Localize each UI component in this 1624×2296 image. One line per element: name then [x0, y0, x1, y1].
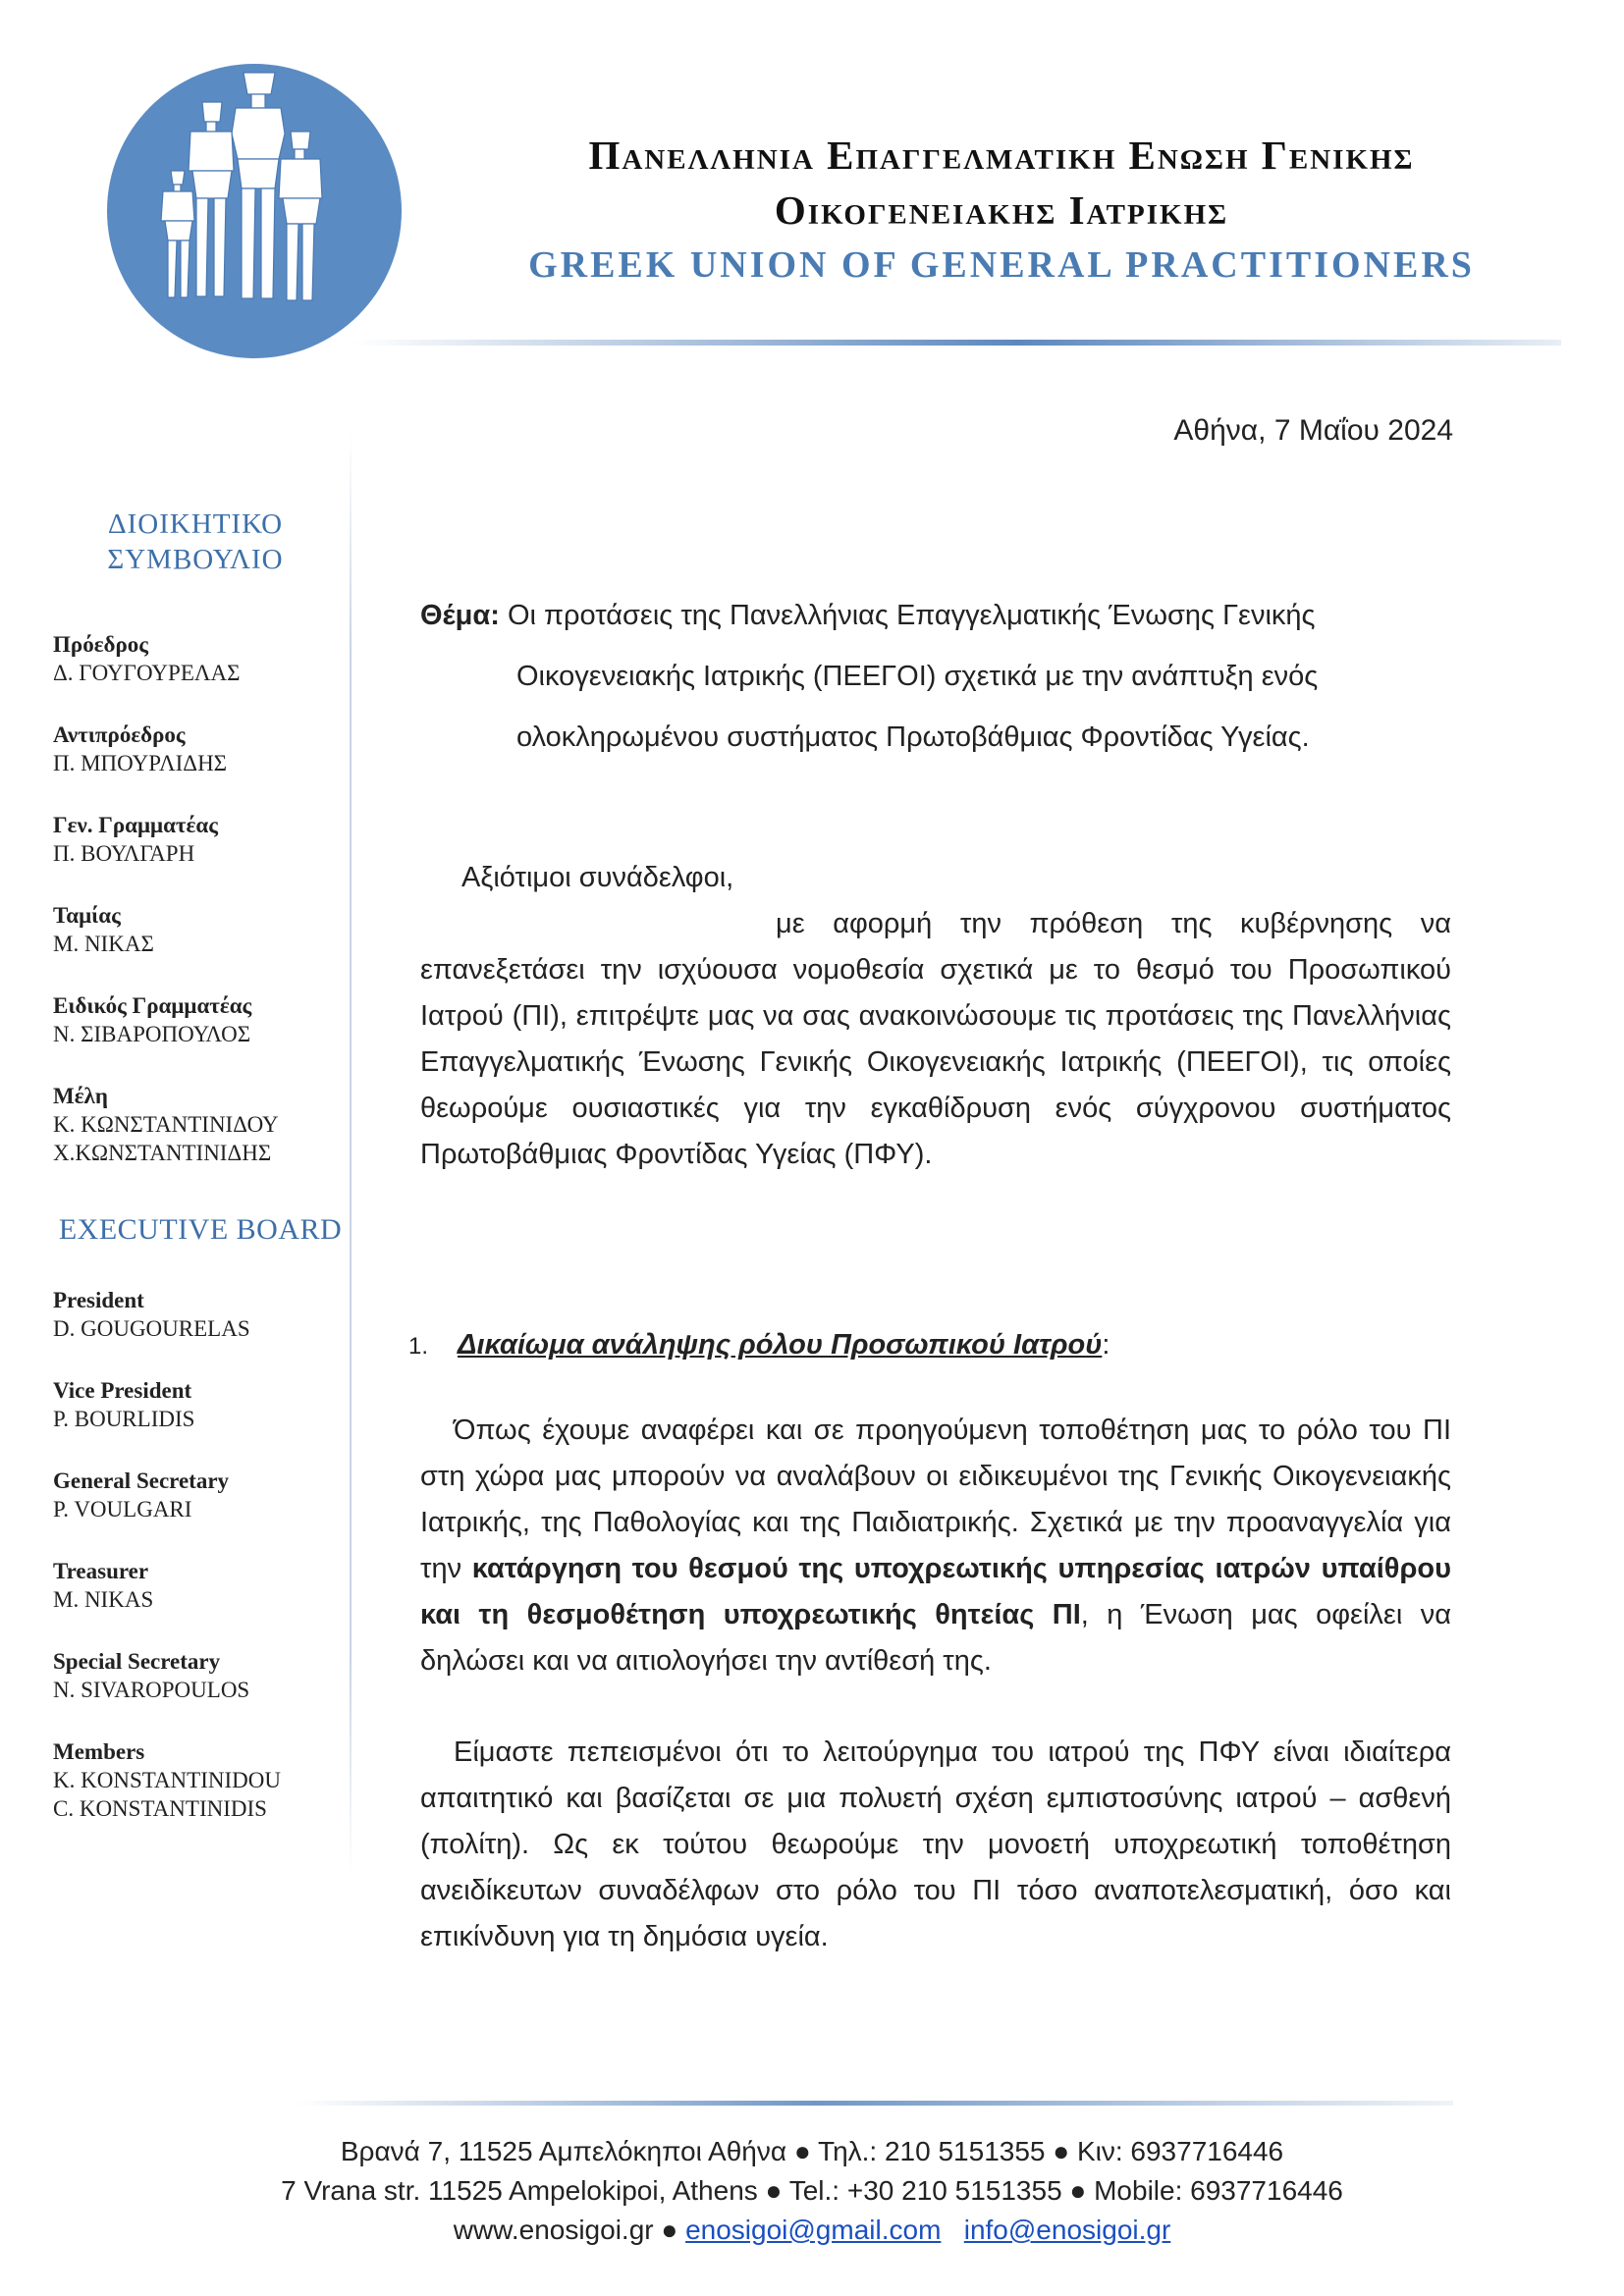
footer-email-link-2[interactable]: info@enosigoi.gr [963, 2215, 1171, 2245]
organization-name-english: GREEK UNION OF GENERAL PRACTITIONERS [528, 244, 1475, 286]
member-role: Γεν. Γραμματέας [53, 813, 218, 837]
section1-paragraph1 [420, 1408, 1451, 1684]
subject-line3: ολοκληρωμένου συστήματος Πρωτοβάθμιας Φροντίδας Υγείας. [516, 721, 1310, 753]
footer-address-english: 7 Vrana str. 11525 Ampelokipoi, Athens ● Tel.: +30 210 5151355 ● Mobile: 6937716446 [281, 2175, 1343, 2206]
member-role: Πρόεδρος [53, 632, 148, 657]
board-member-treasurer-en [53, 1557, 348, 1614]
member-name: N. SIVAROPOULOS [53, 1678, 250, 1702]
board-title-greek-line2: ΣΥΜΒΟΥΛΙΟ [107, 544, 284, 575]
footer-separator: ● [653, 2215, 686, 2245]
intro-paragraph: με αφορμή την πρόθεση της κυβέρνησης να επανεξετάσει την ισχύουσα νομοθεσία σχετικά με το θεσμό του Προσωπικού Ιατρού (ΠΙ), επιτρέψτε μας να σας ανακοινώσουμε τις προτάσεις της Πανελλήνιας Επαγγελματικής Ένωσης Γενικής Οικογενειακής Ιατρικής (ΠΕΕΓΟΙ), τις οποίες θεωρούμε ουσιαστικές για την εγκαθίδρυση ενός σύγχρονου συστήματος Πρωτοβάθμιας Φροντίδας Υγείας (ΠΦΥ). [420, 908, 1451, 1170]
member-role: Special Secretary [53, 1649, 221, 1674]
board-member-vice-president-en [53, 1376, 348, 1433]
footer-address-greek: Βρανά 7, 11525 Αμπελόκηποι Αθήνα ● Τηλ.: 210 5151355 ● Κιν: 6937716446 [340, 2136, 1284, 2166]
member-name: Π. ΜΠΟΥΡΛΙΔΗΣ [53, 751, 228, 775]
organization-name-line1: Πανελληνια Επαγγελματικη Ενωση Γενικης [588, 133, 1415, 178]
letter-salutation: Αξιότιμοι συνάδελφοι, [461, 862, 734, 893]
footer-website[interactable]: www.enosigoi.gr [453, 2215, 654, 2245]
board-members-en [53, 1737, 348, 1823]
board-member-president-en [53, 1286, 348, 1343]
board-member-president-gr [53, 630, 348, 687]
member-name: Κ. ΚΩΝΣΤΑΝΤΙΝΙΔΟΥ [53, 1112, 279, 1137]
sidebar-divider [350, 432, 352, 1875]
section-colon: : [1102, 1329, 1110, 1361]
footer-contacts [0, 2211, 1624, 2250]
page-footer [0, 2132, 1624, 2250]
section1-p1-text-end: , η Ένωση μας οφείλει να δηλώσει και να αιτιολογήσει την αντίθεσή της. [420, 1599, 1451, 1677]
member-name: Ν. ΣΙΒΑΡΟΠΟΥΛΟΣ [53, 1022, 251, 1046]
board-member-secretary-gr [53, 811, 348, 868]
member-name: Μ. ΝΙΚΑΣ [53, 932, 154, 956]
member-role: General Secretary [53, 1468, 230, 1493]
member-name: D. GOUGOURELAS [53, 1316, 250, 1341]
member-role: President [53, 1288, 144, 1312]
member-name: K. KONSTANTINIDOU [53, 1768, 281, 1792]
section1-p1-text-start: Όπως έχουμε αναφέρει και σε προηγούμενη τοποθέτηση μας το ρόλο του ΠΙ στη χώρα μας μπορούν να αναλάβουν οι ειδικευμένοι της Γενικής Οικογενειακής Ιατρικής, της Παθολογίας και της Παιδιατρικής. Σχετικά με την προαναγγελία για την [420, 1415, 1451, 1584]
board-title-english: EXECUTIVE BOARD [58, 1213, 343, 1246]
letter-subject [420, 585, 1451, 768]
member-role: Ταμίας [53, 903, 121, 928]
section1-p1-bold-text: κατάργηση του θεσμού της υποχρεωτικής υπηρεσίας ιατρών υπαίθρου και τη θεσμοθέτηση υποχρεωτικής θητείας ΠΙ [420, 1553, 1451, 1630]
member-name: M. NIKAS [53, 1587, 154, 1612]
member-role: Members [53, 1739, 145, 1764]
section1-paragraph2: Είμαστε πεπεισμένοι ότι το λειτούργημα του ιατρού της ΠΦΥ είναι ιδιαίτερα απαιτητικό και βασίζεται σε μια πολυετή σχέση εμπιστοσύνης ιατρού – ασθενή (πολίτη). Ως εκ τούτου θεωρούμε την μονοετή υποχρεωτική τοποθέτηση ανειδίκευτων συναδέλφων στο ρόλο του ΠΙ τόσο αναποτελεσματική, όσο και επικίνδυνη για τη δημόσια υγεία. [420, 1736, 1451, 1952]
subject-line1: Οι προτάσεις της Πανελλήνιας Επαγγελματικής Ένωσης Γενικής [507, 600, 1316, 631]
header-divider [353, 340, 1561, 346]
member-name: C. KONSTANTINIDIS [53, 1796, 267, 1821]
member-name: Δ. ΓΟΥΓΟΥΡΕΛΑΣ [53, 661, 241, 685]
section-heading [408, 1329, 1110, 1362]
subject-label: Θέμα: [420, 600, 500, 631]
member-role: Treasurer [53, 1559, 149, 1583]
board-title-greek [53, 507, 338, 577]
section-number: 1. [408, 1333, 429, 1360]
organization-name-line2: Οικογενειακης Ιατρικης [774, 187, 1229, 233]
union-logo [106, 63, 403, 359]
member-role: Vice President [53, 1378, 192, 1403]
board-member-secretary-en [53, 1467, 348, 1523]
member-name: P. BOURLIDIS [53, 1407, 195, 1431]
board-member-vice-president-gr [53, 721, 348, 777]
organization-name-greek [422, 128, 1581, 238]
section-title: Δικαίωμα ανάληψης ρόλου Προσωπικού Ιατρού [458, 1329, 1103, 1361]
board-title-greek-line1: ΔΙΟΙΚΗΤΙΚΟ [107, 508, 284, 540]
member-name: Χ.ΚΩΝΣΤΑΝΤΙΝΙΔΗΣ [53, 1141, 272, 1165]
member-role: Μέλη [53, 1084, 108, 1108]
footer-divider [295, 2101, 1453, 2106]
board-member-special-secretary-en [53, 1647, 348, 1704]
board-members-gr [53, 1082, 348, 1167]
member-role: Ειδικός Γραμματέας [53, 993, 252, 1018]
board-member-special-secretary-gr [53, 991, 348, 1048]
member-name: Π. ΒΟΥΛΓΑΡΗ [53, 841, 195, 866]
letter-date: Αθήνα, 7 Μαΐου 2024 [1173, 414, 1453, 447]
board-member-treasurer-gr [53, 901, 348, 958]
member-role: Αντιπρόεδρος [53, 722, 186, 747]
member-name: P. VOULGARI [53, 1497, 192, 1522]
footer-email-link-1[interactable]: enosigoi@gmail.com [685, 2215, 942, 2245]
subject-line2: Οικογενειακής Ιατρικής (ΠΕΕΓΟΙ) σχετικά με την ανάπτυξη ενός [516, 661, 1319, 692]
